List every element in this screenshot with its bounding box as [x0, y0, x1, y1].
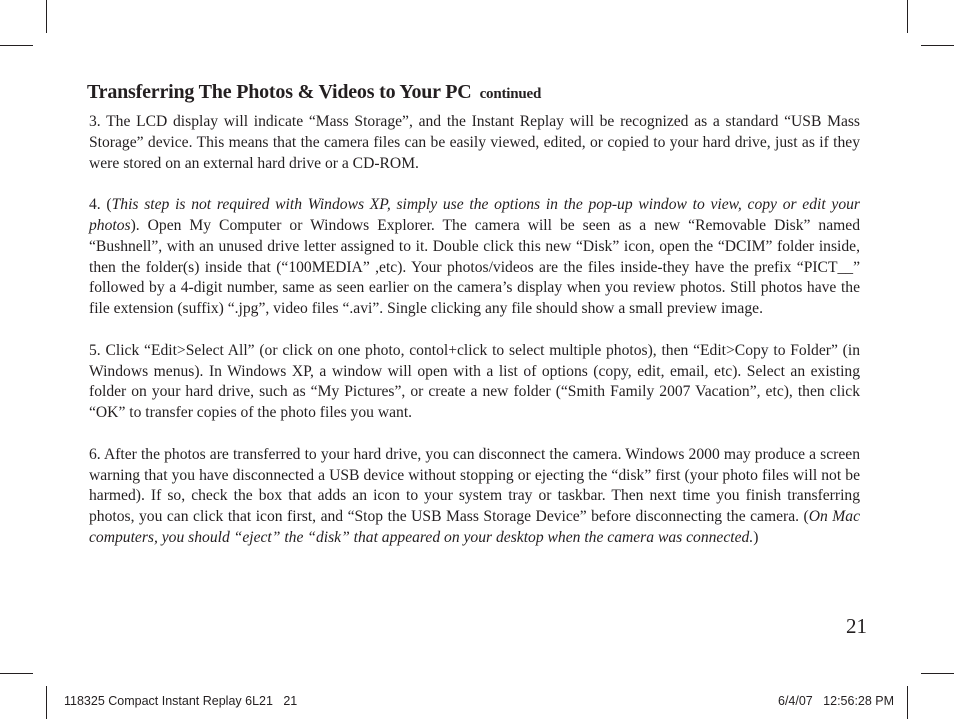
paragraph-step-6-tail: ) [753, 528, 759, 546]
paragraph-step-4-lead: 4. ( [89, 196, 112, 214]
paragraph-step-5-text: 5. Click “Edit>Select All” (or click on one photo, contol+click to select multiple photos), then “Edit>Copy to Folder” (in Windows menus). In Windows XP, a window will open with a list of options (copy, edit, email, etc). Select an existing folder on your hard drive, such as “My Pictures”, or create a new folder (“Smith Family 2007 Vacation”, etc), then click “OK” to transfer copies of the photo files you want. [89, 341, 860, 422]
crop-mark-top-left-horizontal [0, 45, 33, 46]
crop-mark-top-right-vertical [907, 0, 908, 33]
crop-mark-bottom-right-horizontal [921, 673, 954, 674]
print-slug-right: 6/4/07 12:56:28 PM [778, 694, 895, 708]
paragraph-step-6 [89, 445, 860, 549]
paragraph-step-4-rest: ). Open My Computer or Windows Explorer. The camera will be seen as a new “Removable Disk” named “Bushnell”, with an unused drive letter assigned to it. Double click this new “Disk” icon, open the “DCIM” folder inside, then the folder(s) inside that (“100MEDIA” ,etc). Your photos/videos are the files inside-they have the prefix “PICT__” followed by a 4-digit number, same as seen earlier on the camera’s display when you review photos. Still photos have the file extension (suffix) “.jpg”, video files “.avi”. Single clicking any file should show a small preview image. [89, 216, 860, 318]
paragraph-step-6-italic: On Mac computers, you should “eject” the “disk” that appeared on your desktop when the camera was connected. [89, 508, 860, 546]
instructions-body [89, 112, 860, 570]
crop-mark-top-right-horizontal [921, 45, 954, 46]
paragraph-step-5 [89, 341, 860, 424]
paragraph-step-3 [89, 112, 860, 174]
crop-mark-bottom-right-vertical [907, 686, 908, 719]
paragraph-step-4 [89, 195, 860, 320]
page-title-continued: continued [479, 86, 542, 102]
page-title [87, 81, 541, 104]
page-number: 21 [846, 614, 867, 638]
print-slug-left: 118325 Compact Instant Replay 6L21 21 [64, 694, 298, 708]
paragraph-step-4-italic: This step is not required with Windows XP, simply use the options in the pop-up window to view, copy or edit your photos [89, 196, 860, 234]
paragraph-step-6-lead: 6. After the photos are transferred to your hard drive, you can disconnect the camera. Windows 2000 may produce a screen warning that you have disconnected a USB device without stopping or ejecting the “disk” first (your photo files will not be harmed). If so, check the box that adds an icon to your system tray or taskbar. Then next time you finish transferring photos, you can click that icon first, and “Stop the USB Mass Storage Device” before disconnecting the camera. ( [89, 445, 860, 526]
crop-mark-top-left-vertical [46, 0, 47, 33]
crop-mark-bottom-left-horizontal [0, 673, 33, 674]
paragraph-step-3-text: 3. The LCD display will indicate “Mass Storage”, and the Instant Replay will be recognized as a standard “USB Mass Storage” device. This means that the camera files can be easily viewed, edited, or copied to your hard drive, just as if they were stored on an external hard drive or a CD-ROM. [89, 113, 860, 172]
page-title-main: Transferring The Photos & Videos to Your PC [87, 81, 472, 103]
crop-mark-bottom-left-vertical [46, 686, 47, 719]
